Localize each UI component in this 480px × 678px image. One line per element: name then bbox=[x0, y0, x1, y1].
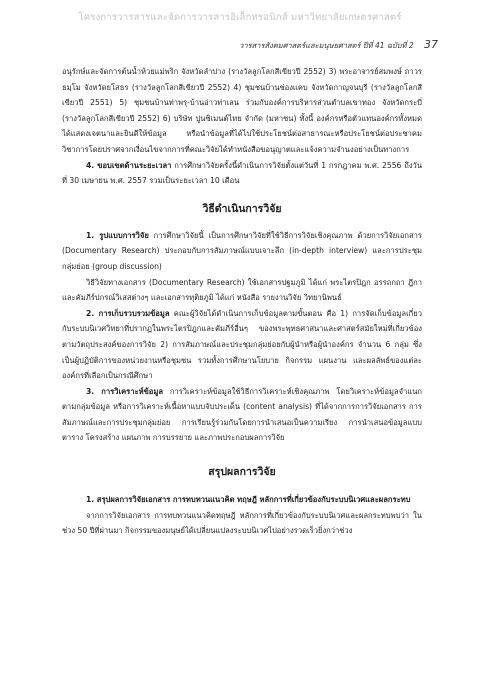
method-design-text: การศึกษาวิจัยนี้ เป็นการศึกษาวิจัยที่ใช้วิธีการวิจัยเชิงคุณภาพ ด้วยการวิจัยเอกสาร (Documentary Research) ประกอบกับการสัมภาษณ์แบบเจาะลึก (in-depth interview) และการประชุมกลุ่มย่อย (group discussion) bbox=[62, 230, 422, 271]
results-paragraph: จากการวิจัยเอกสาร การทบทวนแนวคิดทฤษฎี หลักการที่เกี่ยวข้องกับระบบนิเวศและผลกระทบพบว่า ในช่วง 50 ปีที่ผ่านมา กิจกรรมของมนุษย์ได้เปลี่ยนแปลงระบบนิเวศไปอย่างรวดเร็วยิ่งกว่าช่วง bbox=[62, 510, 422, 536]
journal-name: วารสารสังคมศาสตร์และมนุษยศาสตร์ bbox=[239, 41, 361, 50]
method-item-collection bbox=[62, 306, 422, 384]
header-watermark: โครงการวารสารและจัดการวารสารอิเล็กทรอนิกส์ มหาวิทยาลัยเกษตรศาสตร์ bbox=[78, 12, 402, 23]
intro-paragraph: อนุรักษ์และจัดการต้นน้ำห้วยแม่พริก จังหวัดลำปาง (รางวัลลูกโลกสีเขียวปี 2552) 3) พระอาจารย์สมพงษ์ ถาวรธมฺโม จังหวัดยโสธร (รางวัลลูกโลกสีเขียวปี 2552) 4) ชุมชนบ้านช่องแคบ จังหวัดกาญจนบุรี (รางวัลลูกโลกสีเขียวปี 2551) 5) ชุมชนบ้านท่าพรุ-บ้านอ่าวท่าเลน ร่วมกับองค์การบริหารส่วนตำบลเขาทอง จังหวัดกระบี่ (รางวัลลูกโลกสีเขียวปี 2552) 6) บริษัท ปูนซิเมนต์ไทย จำกัด (มหาชน) ทั้งนี้ องค์กรหรือตัวแทนองค์กรทั้งหมด ได้แสดงเจตนาและยินดีให้ข้อมูล หรือนำข้อมูลที่ได้ไปใช้ประโยชน์ต่อสาธารณะหรือประโยชน์ต่อประชาคมวิชาการโดยปราศจากเงื่อนไขจากการที่คณะวิจัยได้ทำหนังสือขอนุญาตและแจ้งความจำนงอย่างเป็นทางการ bbox=[62, 67, 422, 154]
results-item-1-heading: 1. สรุปผลการวิจัยเอกสาร การทบทวนแนวคิด ทฤษฎี หลักการที่เกี่ยวข้องกับระบบนิเวศและผลกระทบ bbox=[86, 495, 411, 505]
method-documentary-paragraph: วิธีวิจัยทางเอกสาร (Documentary Research) ใช้เอกสารปฐมภูมิ ได้แก่ พระไตรปิฎก อรรถกถา ฎีกา และคัมภีร์ปกรณ์วิเสสต่างๆ และเอกสารทุติยภูมิ ได้แก่ หนังสือ รายงานวิจัย วิทยานิพนธ์ bbox=[62, 277, 422, 303]
scope-time-label: 4. ขอบเขตด้านระยะเวลา bbox=[86, 160, 172, 170]
journal-volume: ปีที่ 41 ฉบับที่ 2 bbox=[362, 41, 414, 50]
scope-time-text: การศึกษาวิจัยครั้งนี้ดำเนินการวิจัยตั้งแต่วันที่ 1 กรกฎาคม พ.ศ. 2556 ถึงวันที่ 30 เมษายน พ.ศ. 2557 รวมเป็นระยะเวลา 10 เดือน bbox=[62, 160, 423, 186]
method-collection-label: 2. การเก็บรวบรวมข้อมูล bbox=[86, 308, 170, 318]
results-heading: สรุปผลการวิจัย bbox=[208, 466, 276, 479]
scope-time-item bbox=[62, 158, 422, 189]
method-item-design bbox=[62, 228, 422, 275]
methods-heading: วิธีดำเนินการวิจัย bbox=[202, 202, 282, 215]
running-head bbox=[239, 38, 438, 52]
method-item-analysis bbox=[62, 384, 422, 446]
method-design-label: 1. รูปแบบการวิจัย bbox=[86, 230, 149, 240]
article-body bbox=[62, 64, 422, 539]
method-analysis-text: การวิเคราะห์ข้อมูลใช้วิธีการวิเคราะห์เชิงคุณภาพ โดยวิเคราะห์ข้อมูลจำแนกตามกลุ่มข้อมูล หรือการวิเคราะห์เนื้อหาแบบจับประเด็น (content analysis) ที่ได้จากการการวิจัยเอกสาร การสัมภาษณ์และการประชุมกลุ่มย่อย การเรียนรู้ร่วมกันโดยการนำเสนอเป็นความเรียง การนำเสนอข้อมูลแบบตาราง โครงสร้าง แผนภาพ การบรรยาย และภาพประกอบผลการวิจัย bbox=[62, 386, 422, 443]
method-collection-text: คณะผู้วิจัยได้ดำเนินการเก็บข้อมูลตามขั้นตอน คือ 1) การจัดเก็บข้อมูลเกี่ยวกับระบบนิเวศวิทยาที่ปรากฏในพระไตรปิฎกและคัมภีร์อื่นๆ ของพระพุทธศาสนาและศาสตร์สมัยใหม่ที่เกี่ยวข้องตามวัตถุประสงค์ของการวิจัย 2) การสัมภาษณ์และประชุมกลุ่มย่อยกับผู้นำหรือผู้นำองค์กร จำนวน 6 กลุ่ม ซึ่งเป็นผู้ปฏิบัติการของหน่วยงานหรือชุมชน รวมทั้งการศึกษานโยบาย กิจกรรม แผนงาน และผลลัพธ์ของแต่ละองค์กรที่เลือกเป็นกรณีศึกษา bbox=[62, 308, 422, 381]
page-number: 37 bbox=[424, 38, 438, 51]
method-analysis-label: 3. การวิเคราะห์ข้อมูล bbox=[86, 386, 163, 396]
